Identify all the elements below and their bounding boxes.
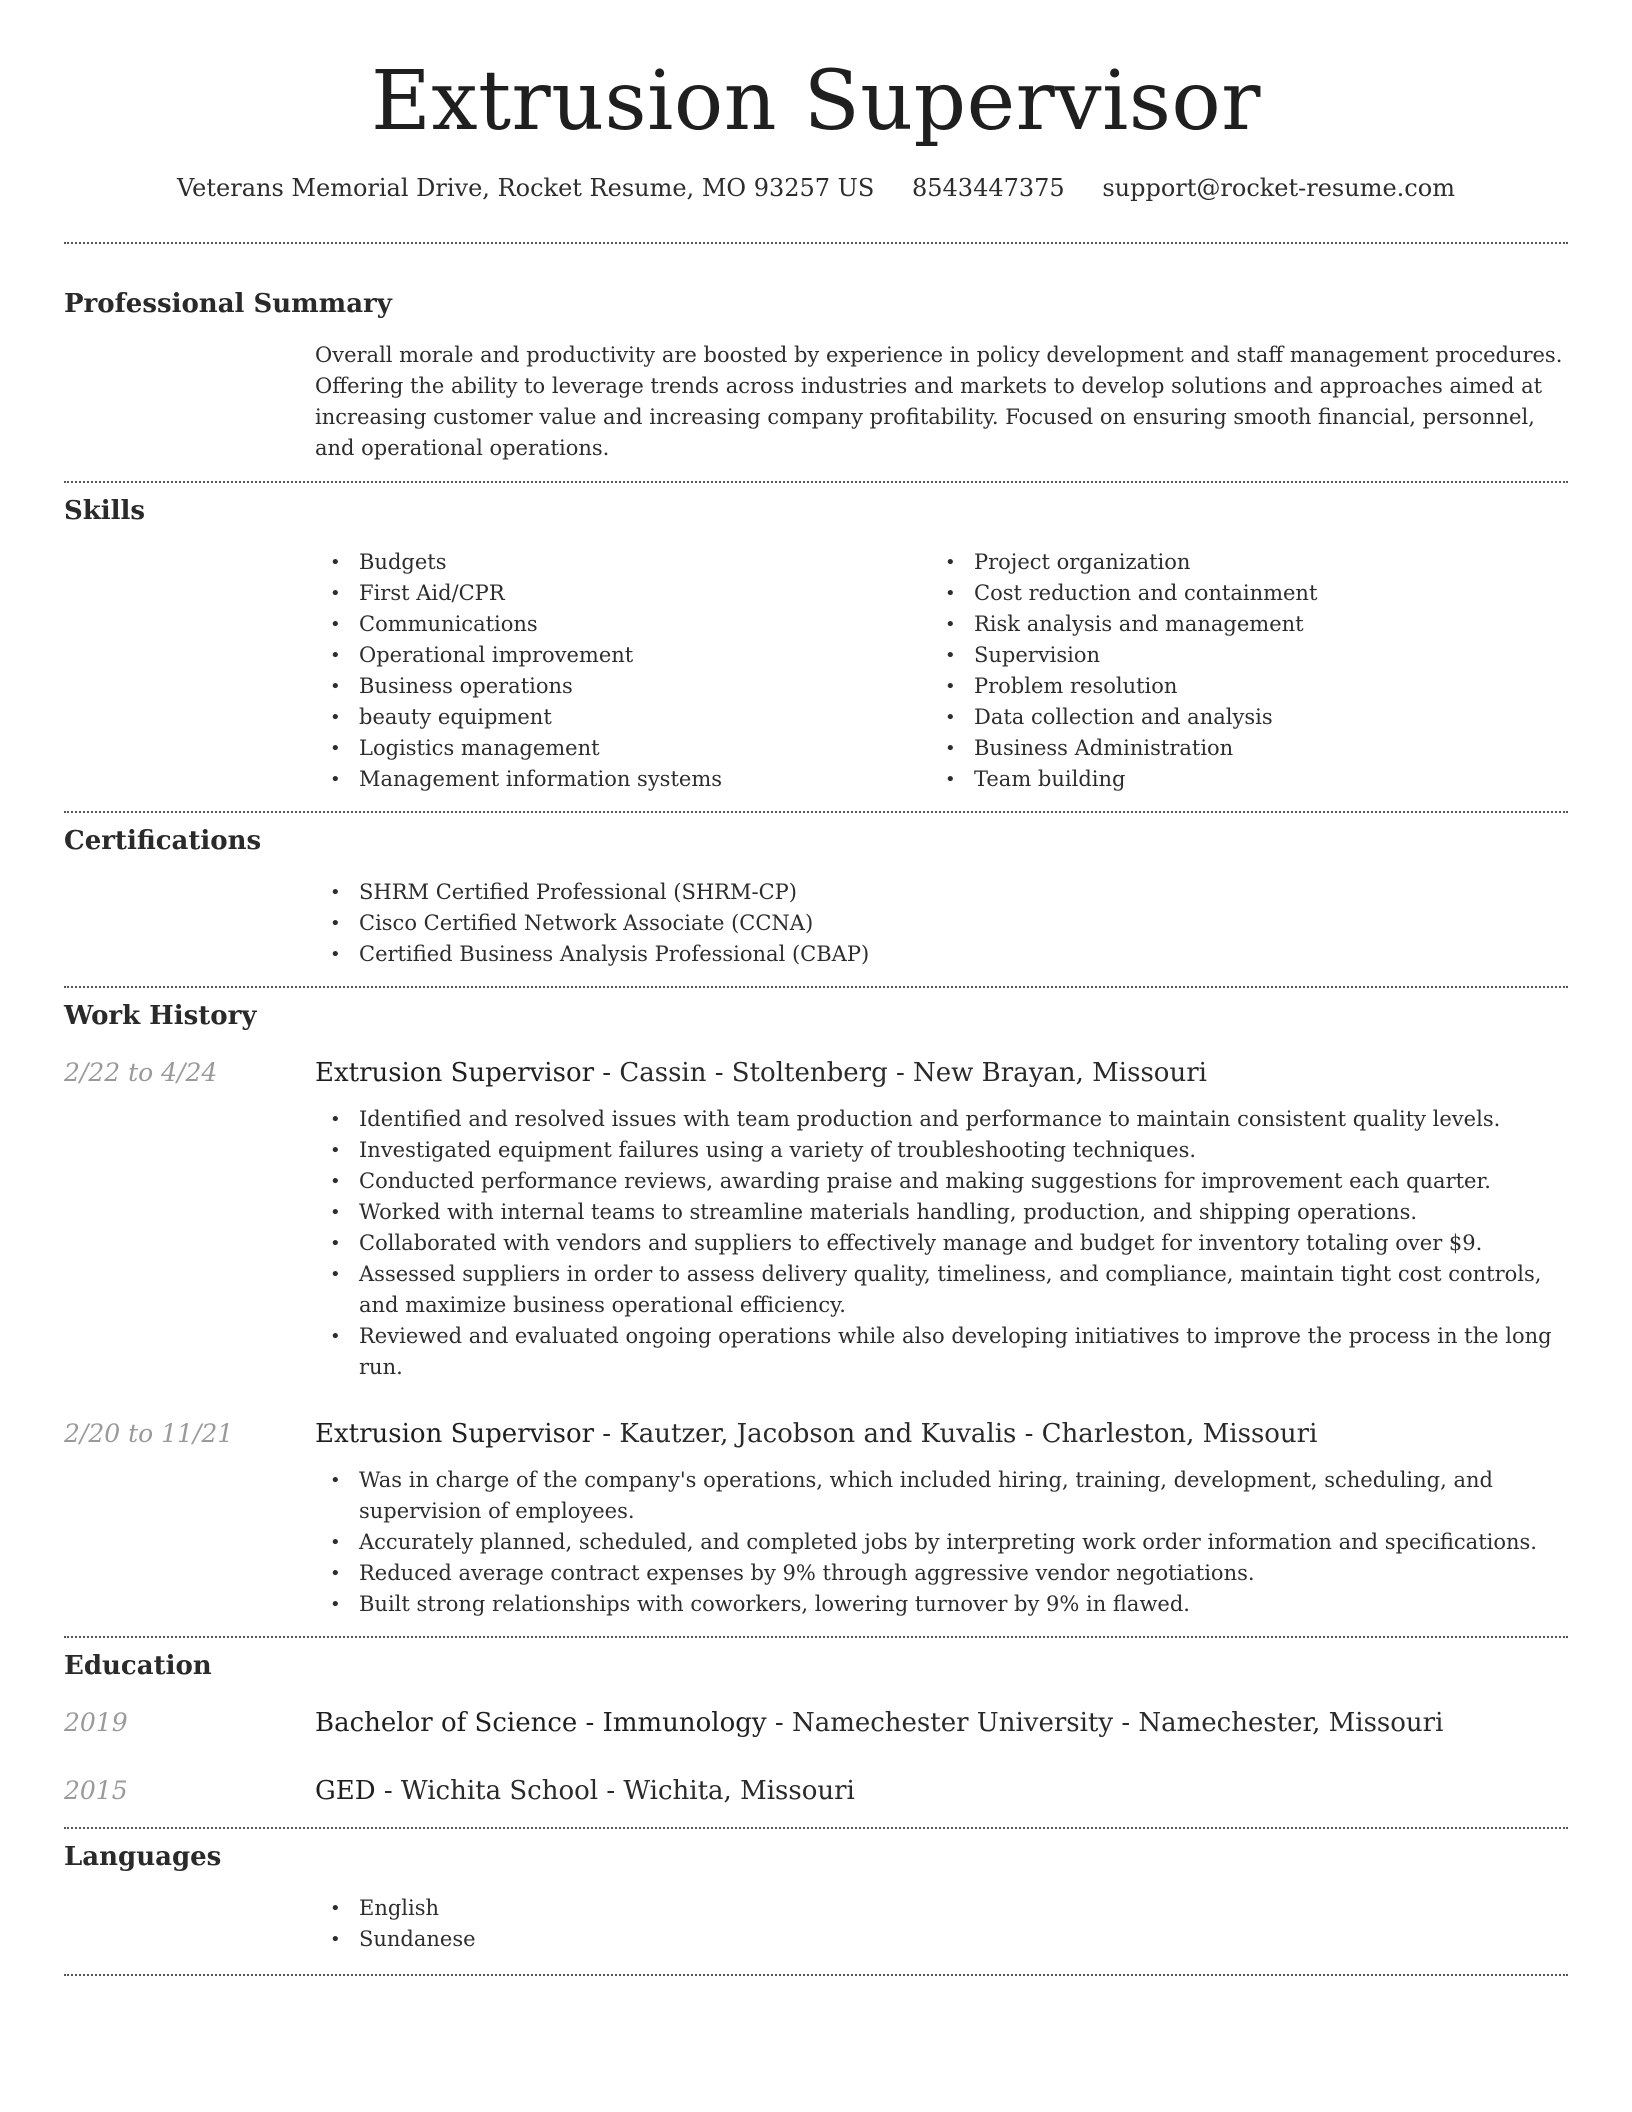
skills-list-left (315, 547, 930, 795)
education-year: 2015 (64, 1776, 128, 1805)
languages-list (315, 1893, 1568, 1955)
job-duties (315, 1104, 1568, 1383)
address: Veterans Memorial Drive, Rocket Resume, MO 93257 US (177, 174, 875, 202)
divider (64, 242, 1568, 244)
skill-item: • Problem resolution (930, 671, 1545, 702)
job-employer: - Kautzer, Jacobson and Kuvalis - Charleston, Missouri (594, 1419, 1318, 1449)
skill-item: • Communications (315, 609, 930, 640)
job-duty: • Worked with internal teams to streamline materials handling, production, and shipping operations. (315, 1197, 1568, 1228)
divider (64, 1636, 1568, 1638)
skill-item: • Cost reduction and containment (930, 578, 1545, 609)
skill-item: • Team building (930, 764, 1545, 795)
job-dates: 2/20 to 11/21 (64, 1419, 234, 1448)
skills-grid (315, 547, 1568, 795)
education-section (64, 1649, 1568, 1808)
job-entry (64, 1056, 1568, 1383)
section-title-work-history: Work History (64, 1001, 257, 1031)
education-year: 2019 (64, 1708, 128, 1737)
job-duty: • Investigated equipment failures using a variety of troubleshooting techniques. (315, 1135, 1568, 1166)
language-item: • Sundanese (315, 1924, 1568, 1955)
work-history-section (64, 999, 1568, 1620)
job-employer: - Cassin - Stoltenberg - New Brayan, Missouri (594, 1058, 1207, 1088)
email: support@rocket-resume.com (1102, 174, 1455, 202)
resume-page (64, 0, 1568, 1976)
skill-item: • beauty equipment (315, 702, 930, 733)
education-school: - Namechester University - Namechester, Missouri (766, 1708, 1444, 1738)
job-header (64, 1417, 1568, 1451)
candidate-name: Extrusion Supervisor (370, 54, 1262, 149)
skill-item: • Operational improvement (315, 640, 930, 671)
certification-item: • Cisco Certified Network Associate (CCNA) (315, 908, 1568, 939)
skills-section (64, 494, 1568, 795)
skill-item: • Risk analysis and management (930, 609, 1545, 640)
certifications-list (315, 877, 1568, 970)
job-title-line (315, 1056, 1207, 1090)
skill-item: • Budgets (315, 547, 930, 578)
phone: 8543447375 (911, 174, 1065, 202)
skills-list-right (930, 547, 1545, 795)
skill-item: • Supervision (930, 640, 1545, 671)
divider (64, 986, 1568, 988)
contact-line (64, 170, 1568, 206)
job-header (64, 1056, 1568, 1090)
divider (64, 1974, 1568, 1976)
job-title-line (315, 1417, 1317, 1451)
section-title-education: Education (64, 1651, 212, 1681)
divider (64, 1827, 1568, 1829)
job-role: Extrusion Supervisor (315, 1419, 595, 1449)
skill-item: • Business operations (315, 671, 930, 702)
section-title-summary: Professional Summary (64, 289, 392, 319)
section-title-skills: Skills (64, 496, 146, 526)
skill-item: • First Aid/CPR (315, 578, 930, 609)
education-title-line (315, 1774, 855, 1808)
education-title-line (315, 1706, 1443, 1740)
education-degree: Bachelor of Science - Immunology (315, 1708, 767, 1738)
certification-item: • Certified Business Analysis Professional (CBAP) (315, 939, 1568, 970)
certification-item: • SHRM Certified Professional (SHRM-CP) (315, 877, 1568, 908)
divider (64, 481, 1568, 483)
skill-item: • Logistics management (315, 733, 930, 764)
education-school: - Wichita School - Wichita, Missouri (375, 1776, 855, 1806)
job-duty: • Assessed suppliers in order to assess delivery quality, timeliness, and compliance, maintain tight cost controls, and maximize business operational efficiency. (315, 1259, 1568, 1321)
section-title-languages: Languages (64, 1842, 222, 1872)
job-duty: • Was in charge of the company's operations, which included hiring, training, development, scheduling, and supervision of employees. (315, 1465, 1568, 1527)
job-duty: • Conducted performance reviews, awarding praise and making suggestions for improvement each quarter. (315, 1166, 1568, 1197)
education-entry (64, 1774, 1568, 1808)
skill-item: • Data collection and analysis (930, 702, 1545, 733)
job-duty: • Identified and resolved issues with team production and performance to maintain consistent quality levels. (315, 1104, 1568, 1135)
divider (64, 811, 1568, 813)
job-dates: 2/22 to 4/24 (64, 1058, 218, 1087)
education-entry (64, 1706, 1568, 1740)
job-role: Extrusion Supervisor (315, 1058, 595, 1088)
summary-text: Overall morale and productivity are boosted by experience in policy development and staff management procedures. Offering the ability to leverage trends across industries and markets to develop solutions and approaches aimed at increasing customer value and increasing company profitability. Focused on ensuring smooth financial, personnel, and operational operations. (315, 343, 1563, 460)
section-title-certifications: Certifications (64, 826, 262, 856)
languages-section (64, 1840, 1568, 1955)
job-duties (315, 1465, 1568, 1620)
summary-section (64, 287, 1568, 464)
skill-item: • Business Administration (930, 733, 1545, 764)
language-item: • English (315, 1893, 1568, 1924)
job-duty: • Built strong relationships with coworkers, lowering turnover by 9% in flawed. (315, 1589, 1568, 1620)
job-duty: • Accurately planned, scheduled, and completed jobs by interpreting work order information and specifications. (315, 1527, 1568, 1558)
education-degree: GED (315, 1776, 376, 1806)
job-duty: • Collaborated with vendors and suppliers to effectively manage and budget for inventory totaling over $9. (315, 1228, 1568, 1259)
job-duty: • Reviewed and evaluated ongoing operations while also developing initiatives to improve the process in the long run. (315, 1321, 1568, 1383)
job-duty: • Reduced average contract expenses by 9% through aggressive vendor negotiations. (315, 1558, 1568, 1589)
certifications-section (64, 824, 1568, 970)
job-entry (64, 1417, 1568, 1620)
skill-item: • Management information systems (315, 764, 930, 795)
skill-item: • Project organization (930, 547, 1545, 578)
